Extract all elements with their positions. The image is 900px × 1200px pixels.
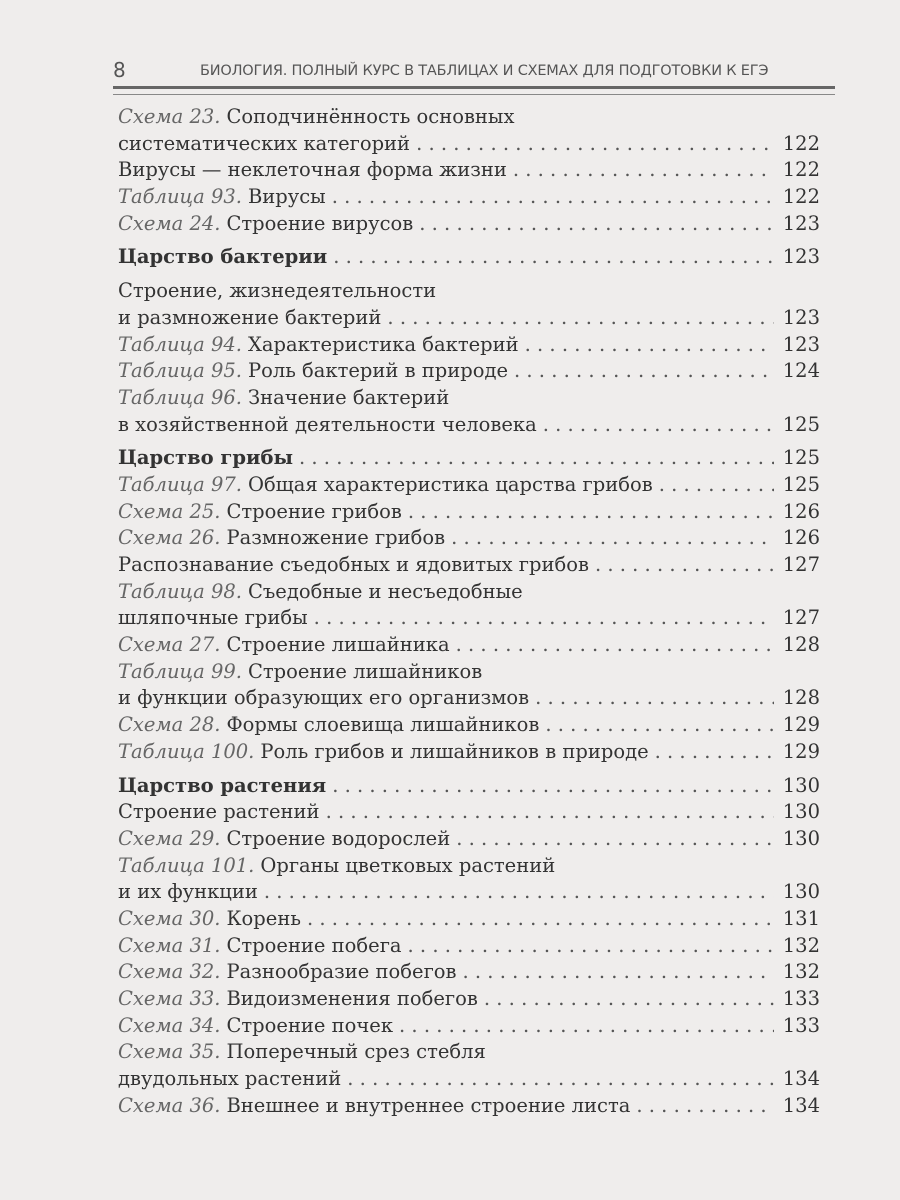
toc-page-number: 125 (782, 412, 820, 436)
toc-entry-label: Схема 35. (118, 1040, 221, 1064)
toc-page-number: 129 (782, 739, 820, 763)
dot-leader (513, 157, 774, 184)
toc-entry (118, 157, 820, 184)
toc-entry-title: Царство бактерии (118, 245, 328, 269)
toc-line (118, 1013, 820, 1040)
toc-entry-title: Корень (226, 906, 301, 930)
toc-entry-title: Роль бактерий в природе (247, 359, 508, 383)
toc-entry-title: Строение, жизнедеятельности (118, 279, 437, 303)
toc-page-number: 134 (782, 1093, 820, 1117)
toc-section-heading (118, 773, 820, 800)
dot-leader (535, 685, 774, 712)
toc-entry-title: Видоизменения побегов (226, 987, 478, 1010)
toc-entry-label: Таблица 93. (118, 185, 242, 209)
dot-leader (408, 499, 774, 526)
toc-line (118, 445, 820, 472)
toc-line (118, 305, 820, 332)
dot-leader (659, 472, 774, 499)
toc-entry-title: шляпочные грибы (118, 606, 308, 630)
toc-entry (118, 659, 820, 712)
toc-entry-title: двудольных растений (118, 1067, 342, 1091)
toc-page-number: 130 (782, 880, 820, 904)
toc-entry (118, 906, 820, 933)
toc-page-number: 125 (782, 472, 820, 496)
toc-line (118, 358, 820, 385)
dot-leader (595, 552, 774, 579)
toc-page-number: 124 (782, 359, 820, 383)
toc-entry-label: Схема 34. (118, 1013, 221, 1037)
toc-entry-label: Схема 32. (118, 960, 221, 984)
toc-line (118, 853, 820, 880)
toc-entry-title: Характеристика бактерий (247, 332, 519, 356)
toc-line (118, 605, 820, 632)
dot-leader (636, 1093, 774, 1120)
dot-leader (451, 525, 774, 552)
toc-line (118, 799, 820, 826)
toc-line (118, 131, 820, 158)
toc-line (118, 712, 820, 739)
toc-entry-title: Строение лишайника (226, 633, 450, 657)
dot-leader (408, 933, 774, 960)
toc-section-heading (118, 445, 820, 472)
dot-leader (333, 244, 774, 271)
toc-entry-title: Разнообразие побегов (226, 960, 457, 984)
running-title: БИОЛОГИЯ. ПОЛНЫЙ КУРС В ТАБЛИЦАХ И СХЕМАХ ДЛЯ ПОДГОТОВКИ К ЕГЭ (200, 63, 769, 79)
toc-entry (118, 472, 820, 499)
toc-entry-title: Вирусы — неклеточная форма жизни (118, 158, 507, 182)
toc-line (118, 959, 820, 986)
toc-page-number: 122 (782, 158, 820, 182)
toc-entry-label: Схема 24. (118, 211, 221, 235)
toc-entry (118, 358, 820, 385)
toc-page-number: 129 (782, 713, 820, 737)
dot-leader (655, 739, 774, 766)
toc-entry-title: Строение водорослей (226, 826, 451, 850)
toc-entry-title: Поперечный срез стебля (226, 1040, 486, 1064)
toc-entry-title: Роль грибов и лишайников в природе (260, 739, 649, 763)
toc-entry (118, 712, 820, 739)
toc-entry-title: Строение растений (118, 800, 320, 824)
toc-entry (118, 826, 820, 853)
toc-entry-label: Таблица 100. (118, 739, 255, 763)
toc-entry (118, 632, 820, 659)
toc-entry-label: Схема 31. (118, 933, 221, 957)
toc-entry (118, 853, 820, 906)
toc-section-heading (118, 244, 820, 271)
dot-leader (307, 906, 774, 933)
toc-entry (118, 385, 820, 438)
dot-leader (299, 445, 774, 472)
toc-entry (118, 1013, 820, 1040)
toc-line (118, 385, 820, 412)
toc-page-number: 128 (782, 633, 820, 657)
toc-entry-label: Таблица 99. (118, 659, 242, 683)
toc-line (118, 1039, 820, 1066)
toc-page-number: 125 (782, 446, 820, 470)
toc-entry-label: Схема 33. (118, 987, 221, 1010)
toc-line (118, 826, 820, 853)
toc-page-number: 130 (782, 800, 820, 824)
toc-entry-title: Строение почек (226, 1013, 394, 1037)
dot-leader (387, 305, 774, 332)
toc-page-number: 132 (782, 960, 820, 984)
toc-page-number: 132 (782, 933, 820, 957)
toc-page-number: 123 (782, 211, 820, 235)
toc-entry (118, 579, 820, 632)
toc-entry-label: Схема 28. (118, 713, 221, 737)
toc-entry-title: Вирусы (247, 185, 326, 209)
dot-leader (463, 959, 775, 986)
toc-entry-title: и их функции (118, 880, 258, 904)
dot-leader (416, 131, 774, 158)
toc-entry (118, 525, 820, 552)
toc-entry-label: Таблица 94. (118, 332, 242, 356)
table-of-contents (118, 104, 820, 1119)
toc-entry-title: Царство грибы (118, 446, 294, 470)
dot-leader (314, 605, 774, 632)
toc-page-number: 131 (782, 906, 820, 930)
toc-entry (118, 104, 820, 157)
toc-page-number: 130 (782, 773, 820, 797)
toc-entry (118, 211, 820, 238)
toc-entry-title: Общая характеристика царства грибов (247, 472, 653, 496)
toc-line (118, 244, 820, 271)
dot-leader (525, 332, 774, 359)
toc-page-number: 122 (782, 185, 820, 209)
toc-entry-title: Размножение грибов (226, 526, 446, 550)
toc-entry-title: Распознавание съедобных и ядовитых грибов (118, 553, 589, 576)
toc-entry-label: Таблица 97. (118, 472, 242, 496)
toc-line (118, 157, 820, 184)
toc-entry-label: Таблица 101. (118, 853, 255, 877)
toc-line (118, 184, 820, 211)
toc-page-number: 133 (782, 987, 820, 1010)
toc-line (118, 1093, 820, 1120)
toc-entry (118, 1093, 820, 1120)
toc-entry-label: Схема 23. (118, 105, 221, 128)
toc-entry-title: Строение вирусов (226, 211, 414, 235)
dot-leader (543, 412, 774, 439)
toc-entry-title: Внешнее и внутреннее строение листа (226, 1093, 631, 1117)
page-number: 8 (113, 58, 126, 82)
toc-entry-title: Значение бактерий (247, 385, 450, 409)
dot-leader (264, 879, 774, 906)
toc-entry (118, 739, 820, 766)
toc-entry-title: Царство растения (118, 773, 327, 797)
toc-line (118, 579, 820, 606)
toc-line (118, 278, 820, 305)
dot-leader (332, 773, 774, 800)
toc-entry-title: Строение побега (226, 933, 402, 957)
toc-entry (118, 184, 820, 211)
toc-page-number: 130 (782, 826, 820, 850)
toc-entry-title: Съедобные и несъедобные (247, 579, 523, 603)
toc-page-number: 134 (782, 1067, 820, 1091)
toc-line (118, 552, 820, 579)
toc-entry-label: Таблица 95. (118, 359, 242, 383)
toc-entry (118, 278, 820, 331)
toc-entry (118, 986, 820, 1013)
toc-line (118, 739, 820, 766)
toc-page-number: 122 (782, 131, 820, 155)
toc-entry-title: Органы цветковых растений (260, 853, 556, 877)
toc-entry-title: и размножение бактерий (118, 305, 382, 329)
toc-line (118, 773, 820, 800)
toc-entry-label: Схема 27. (118, 633, 221, 657)
dot-leader (326, 799, 774, 826)
toc-entry-label: Схема 29. (118, 826, 221, 850)
toc-entry (118, 799, 820, 826)
toc-entry (118, 552, 820, 579)
header-rule (113, 86, 835, 95)
toc-page-number: 123 (782, 305, 820, 329)
toc-page-number: 127 (782, 606, 820, 630)
dot-leader (456, 632, 774, 659)
toc-entry-title: Строение грибов (226, 499, 402, 523)
toc-entry (118, 1039, 820, 1092)
toc-line (118, 472, 820, 499)
toc-entry-title: систематических категорий (118, 131, 411, 155)
toc-entry (118, 332, 820, 359)
toc-page-number: 123 (782, 245, 820, 269)
toc-line (118, 211, 820, 238)
toc-line (118, 332, 820, 359)
toc-entry-title: Соподчинённость основных (226, 105, 515, 128)
dot-leader (332, 184, 774, 211)
toc-entry-label: Таблица 98. (118, 579, 242, 603)
toc-entry-label: Таблица 96. (118, 385, 242, 409)
dot-leader (399, 1013, 774, 1040)
dot-leader (484, 986, 774, 1013)
toc-entry-label: Схема 25. (118, 499, 221, 523)
dot-leader (545, 712, 774, 739)
toc-entry-label: Схема 30. (118, 906, 221, 930)
toc-page-number: 126 (782, 499, 820, 523)
toc-page-number: 126 (782, 526, 820, 550)
toc-line (118, 933, 820, 960)
toc-entry (118, 499, 820, 526)
toc-line (118, 499, 820, 526)
toc-line (118, 1066, 820, 1093)
dot-leader (419, 211, 774, 238)
toc-line (118, 412, 820, 439)
toc-line (118, 685, 820, 712)
toc-page-number: 123 (782, 332, 820, 356)
toc-line (118, 632, 820, 659)
toc-line (118, 879, 820, 906)
toc-line (118, 525, 820, 552)
toc-line (118, 986, 820, 1013)
toc-entry-label: Схема 36. (118, 1093, 221, 1117)
toc-entry-label: Схема 26. (118, 526, 221, 550)
dot-leader (347, 1066, 774, 1093)
toc-entry (118, 933, 820, 960)
dot-leader (514, 358, 774, 385)
toc-line (118, 906, 820, 933)
toc-entry-title: Формы слоевища лишайников (226, 713, 540, 737)
toc-page-number: 133 (782, 1013, 820, 1037)
toc-page-number: 127 (782, 553, 820, 576)
toc-line (118, 659, 820, 686)
toc-line (118, 104, 820, 131)
toc-page-number: 128 (782, 686, 820, 710)
toc-entry-title: и функции образующих его организмов (118, 686, 530, 710)
toc-entry-title: Строение лишайников (247, 659, 483, 683)
toc-entry (118, 959, 820, 986)
dot-leader (456, 826, 774, 853)
toc-entry-title: в хозяйственной деятельности человека (118, 412, 537, 436)
